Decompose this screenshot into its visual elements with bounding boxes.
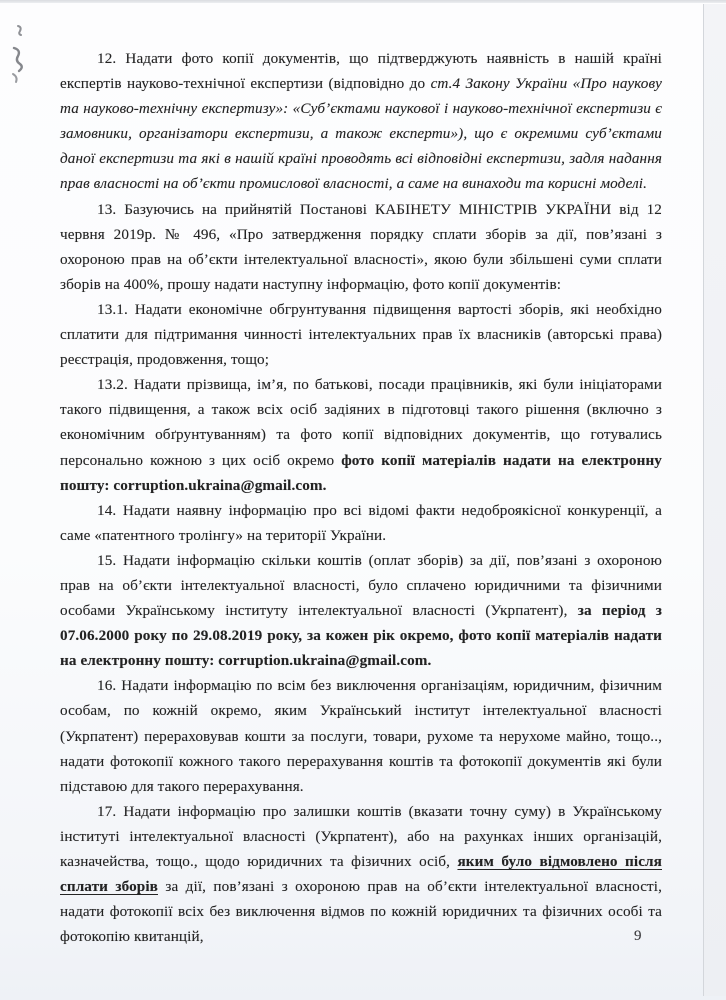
text-segment: 14. Надати наявну інформацію про всі відомі факти недоброякісної конкуренції, а саме «патентного тролінгу» на території України. [60,501,662,544]
text-segment: 13.1. Надати економічне обгрунтування підвищення вартості зборів, які необхідно сплатити для підтримання чинності інтелектуальних прав їх власників (авторські права) реєстрація, продовження, тощо; [60,300,662,369]
document-body [60,46,662,949]
text-segment: 16. Надати інформацію по всім без виключення організаціям, юридичним, фізичним особам, по кожній окремо, яким Український інститут інтелектуальної власності (Укрпатент) перераховував кошти за послуги, товари, рухоме та нерухоме майно, тощо.., надати фотокопії кожного такого перерахування коштів та фотокопії документів які були підставою для такого перерахування. [60,677,662,795]
paragraph [60,673,662,798]
text-segment: за період з 07.06.2000 року по 29.08.2019 року, за кожен рік окремо, фото копії матеріалів надати на електронну пошту: corruption.ukraina@gmail.com. [60,602,662,670]
text-segment: 13.2. Надати прізвища, ім’я, по батькові, посади працівників, які були ініціаторами такого підвищення, а також всіх осіб задіяних в підготовці такого рішення (включно з економічним обґрунтуванням) та фото копії відповідних документів, що готувались персонально кожною з цих осіб окремо [60,376,662,469]
page-number: 9 [634,928,642,944]
scan-top-edge [0,0,726,3]
text-segment: 12. Надати фото копії документів, що підтверджують наявність в нашій країні експертів науково-технічної експертизи (відповідно до [60,50,662,93]
scan-artifact-mark [4,22,34,88]
text-segment: фото копії матеріалів надати на електронну пошту: corruption.ukraina@gmail.com. [60,451,662,494]
paragraph [60,197,662,297]
paragraph [60,297,662,372]
text-segment: за дії, пов’язані з охороною прав на об’єкти інтелектуальної власності, надати фотокопії всіх без виключення відмов по кожній юридичних та фізичних особі та фотокопію квитанцій, [60,878,662,946]
paragraph [60,548,662,673]
paper-outside-edge [704,4,726,996]
text-segment: 17. Надати інформацію про залишки коштів (вказати точну суму) в Українському інституті інтелектуальної власності (Укрпатент), або на рахунках інших організацій, казначейства, тощо., щодо юридичних та фізичних осіб, [60,802,662,870]
text-segment: 13. Базуючись на прийнятій Постанові КАБІНЕТУ МІНІСТРІВ УКРАЇНИ від 12 червня 2019р. № 496, «Про затвердження порядку сплати зборів за дії, пов’язані з охороною прав на об’єкти інтелектуальної власності», якою були збільшені суми сплати зборів на 400%, прошу надати наступну інформацію, фото копії документів: [60,200,662,293]
paragraph [60,46,662,197]
paragraph [60,372,662,497]
paragraph [60,498,662,548]
paragraph [60,799,662,950]
text-segment: яким було відмовлено після сплати зборів [60,853,662,896]
paper-edge-line [703,4,704,996]
text-segment: ст.4 Закону України «Про наукову та науково-технічну експертизу»: «Суб’єктами наукової і науково-технічної експертизи є замовники, організатори експертизи, а також експерти»), що є окремими суб’єктами даної експертизи та які в нашій країні проводять всі відповідні експертизи, задля надання прав власності на об’єкти промислової власності, а саме на винаходи та корисні моделі. [60,75,663,193]
text-segment: 15. Надати інформацію скільки коштів (оплат зборів) за дії, пов’язані з охороною прав на об’єкти інтелектуальної власності, було сплачено юридичними та фізичними особами Українському інституту інтелектуальної власності (Укрпатент), [60,551,662,620]
